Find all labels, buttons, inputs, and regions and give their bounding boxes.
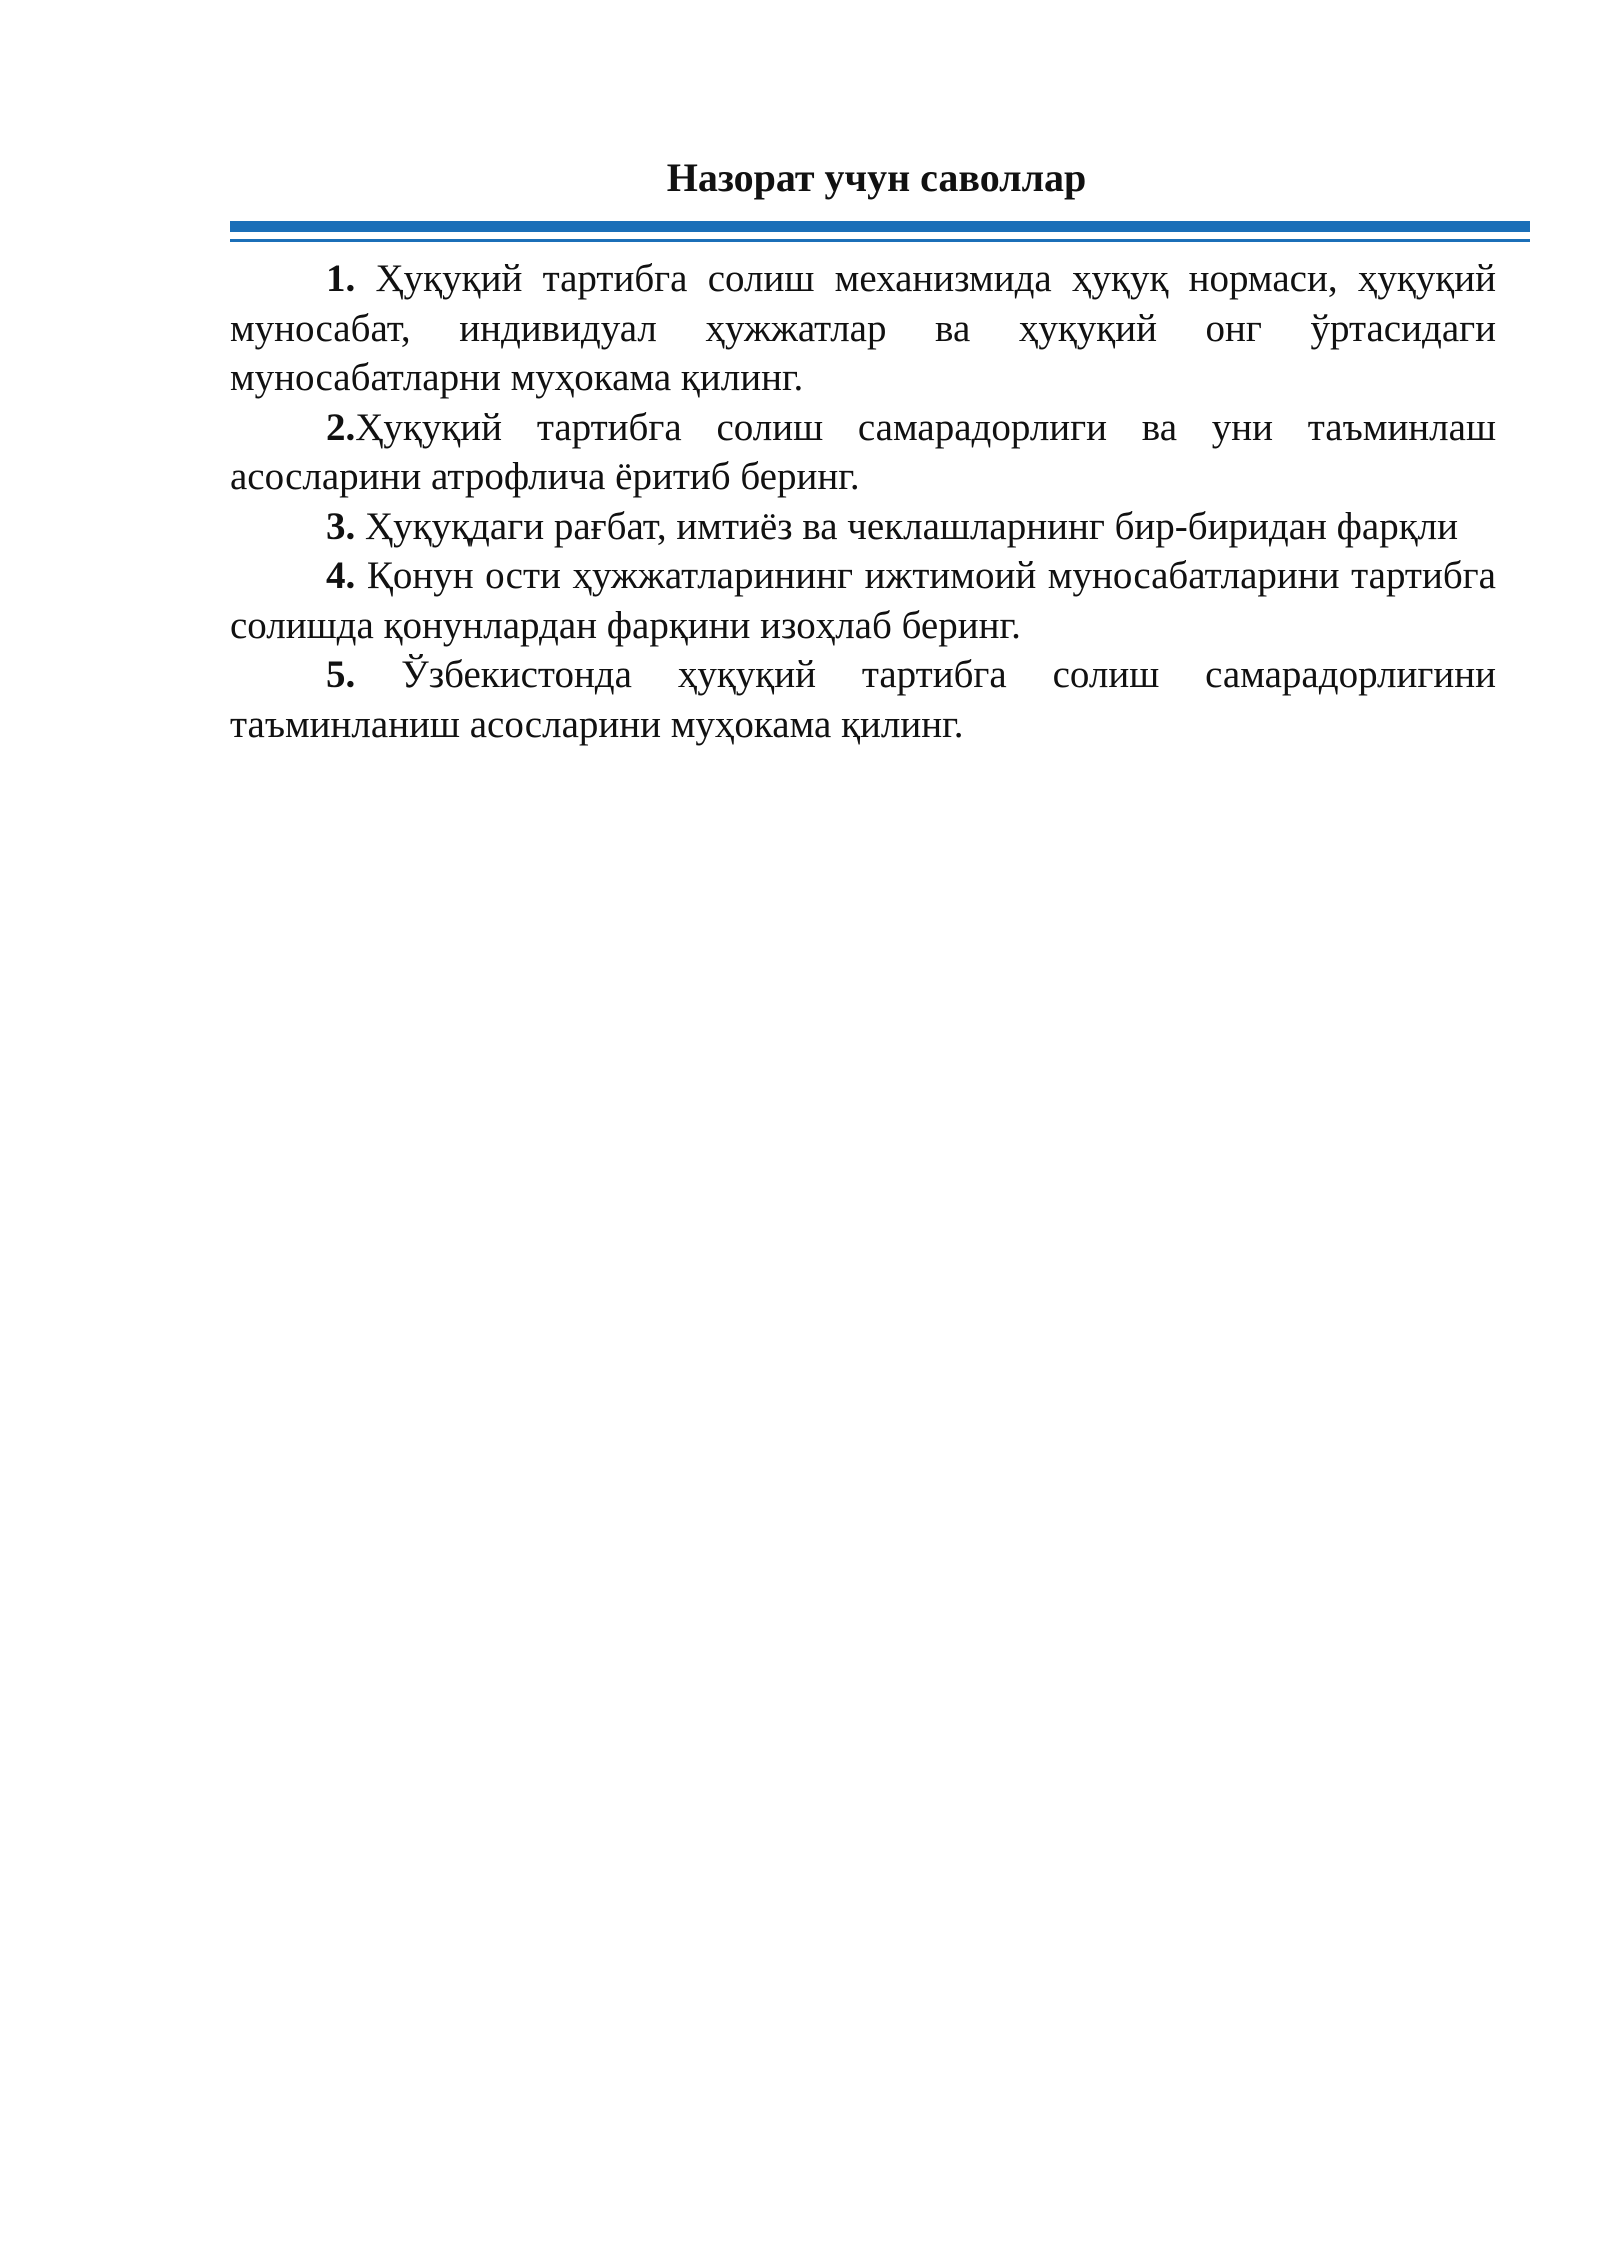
question-item-5 — [230, 650, 1496, 749]
page-title: Назорат учун саволлар — [666, 155, 1087, 200]
question-number: 4. — [326, 554, 356, 597]
title-underline-thick — [230, 221, 1530, 232]
questions-list — [230, 254, 1496, 749]
question-text: Қонун ости ҳужжатларининг ижтимоий муносабатларини тартибга солишда қонунлардан фарқини изоҳлаб беринг. — [230, 554, 1496, 647]
question-text: Ҳуқуқдаги рағбат, имтиёз ва чеклашларнинг бир-биридан фарқли — [365, 504, 1459, 548]
question-item-4 — [230, 551, 1496, 650]
question-number: 3. — [326, 504, 356, 548]
question-text: Ўзбекистонда ҳуқуқий тартибга солиш самарадорлигини таъминланиш асосларини муҳокама қилинг. — [230, 653, 1497, 746]
question-text: Ҳуқуқий тартибга солиш самарадорлиги ва уни таъминлаш асосларини атрофлича ёритиб беринг. — [230, 405, 1496, 498]
question-text: Ҳуқуқий тартибга солиш механизмида ҳуқуқ нормаси, ҳуқуқий муносабат, индивидуал ҳужжатлар ва ҳуқуқий онг ўртасидаги муносабатларни муҳокама қилинг. — [230, 257, 1496, 399]
question-number: 1. — [326, 257, 356, 300]
question-number: 5. — [326, 653, 356, 696]
question-item-2 — [230, 403, 1496, 502]
title-underline-thin — [230, 239, 1530, 242]
question-number: 2. — [326, 405, 356, 449]
question-item-3 — [230, 502, 1496, 552]
question-item-1 — [230, 254, 1496, 403]
